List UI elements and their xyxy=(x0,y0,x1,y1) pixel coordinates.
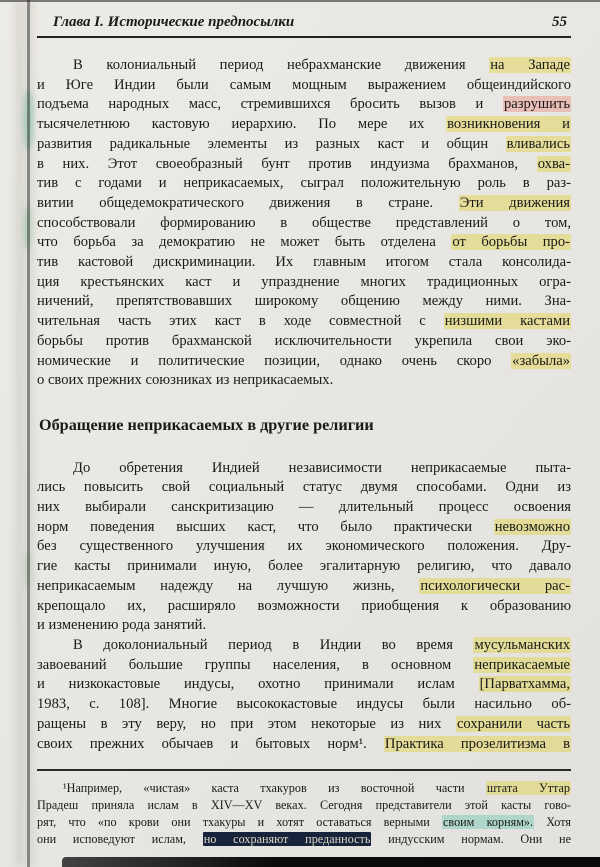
text-segment: развития радикальные элементы из разных каст и общин xyxy=(37,135,506,152)
body-text xyxy=(37,56,571,754)
header-rule xyxy=(37,36,571,38)
text-segment: лись повысить свой социальный статус двумя способами. Одни из xyxy=(37,479,571,496)
text-line xyxy=(37,332,571,352)
text-line xyxy=(37,174,571,194)
text-line xyxy=(37,214,571,234)
text-segment: чительная часть этих каст в ходе совместной с xyxy=(37,313,444,330)
page-number: 55 xyxy=(552,14,567,30)
highlighted-text: от борьбы про- xyxy=(452,234,571,251)
text-segment: Хотя xyxy=(534,814,571,829)
text-line xyxy=(37,636,571,656)
text-line xyxy=(37,715,571,735)
text-segment: крепощало их, расширяло возможности приобщения к образованию xyxy=(37,597,571,614)
text-line xyxy=(37,233,571,253)
paragraph xyxy=(37,56,571,391)
text-line xyxy=(37,253,571,273)
highlighted-text: своим корням». xyxy=(442,814,534,829)
text-segment: них выбирали санскритизацию — длительный процесс освоения xyxy=(37,499,571,516)
text-line xyxy=(37,292,571,312)
text-segment: В колониальный период небрахманские движения xyxy=(73,57,490,73)
text-segment: о своих прежних союзниках из неприкасаемых. xyxy=(37,372,334,389)
text-segment: индусским нормам. Они не xyxy=(371,831,571,846)
text-segment: гие касты принимали иную, более эгалитарную религию, что давало xyxy=(37,558,571,575)
text-line xyxy=(37,194,571,214)
text-line xyxy=(37,371,571,391)
scan-gutter-shadow xyxy=(27,0,30,867)
text-segment: тив кастовой дискриминации. Их главным итогом стала консолида- xyxy=(37,254,571,271)
text-segment: борьбы против брахманской исключительности укрепила свои эко- xyxy=(37,332,571,349)
text-segment: способствовали формированию в обществе представлений о том, xyxy=(37,214,571,231)
highlighted-text: Практика прозелитизма в xyxy=(384,735,570,752)
text-line xyxy=(37,557,571,577)
highlighted-text: охва- xyxy=(537,155,570,172)
highlighted-text: Эти движения xyxy=(459,194,570,211)
text-line xyxy=(37,616,571,636)
running-header xyxy=(37,10,571,36)
chapter-title: Глава I. Исторические предпосылки xyxy=(53,14,295,30)
highlighted-text: сохранили часть xyxy=(456,715,570,732)
text-segment: подъема народных масс, стремившихся бросить вызов и xyxy=(37,96,503,113)
text-line xyxy=(37,155,571,175)
footnote-line xyxy=(37,797,571,814)
text-segment: и Юге Индии были самым мощным выражением общеиндийского xyxy=(37,76,571,93)
text-segment: своих прежних обычаев и бытовых норм¹. xyxy=(37,735,384,752)
text-segment: ¹Например, «чистая» каста тхакуров из восточной части xyxy=(63,780,486,795)
text-segment: тив с годами и неприкасаемых, сыграл положительную роль в раз- xyxy=(37,175,571,192)
text-line xyxy=(37,273,571,293)
text-line xyxy=(37,498,571,518)
text-line xyxy=(37,577,571,597)
paragraph xyxy=(37,636,571,754)
highlighted-text: невозможно xyxy=(494,518,570,535)
text-segment: без существенного улучшения их экономического положения. Дру- xyxy=(37,538,571,555)
text-segment: ция крестьянских каст и упразднение многих традиционных огра- xyxy=(37,273,571,290)
footnote-line xyxy=(37,831,571,848)
text-segment: В доколониальный период в Индии во время xyxy=(73,636,474,653)
text-segment: ращены в эту веру, но при этом некоторые из них xyxy=(37,715,456,732)
highlighted-text: низшими кастами xyxy=(444,313,570,330)
paragraph xyxy=(37,459,571,636)
text-segment: в них. Этот своеобразный бунт против индуизма брахманов, xyxy=(37,155,537,172)
text-line xyxy=(37,597,571,617)
text-segment: они исповедуют ислам, xyxy=(37,831,203,846)
footnote xyxy=(37,780,571,848)
highlighted-text: но сохраняют преданность xyxy=(203,831,371,846)
page-content xyxy=(37,10,571,848)
section-heading: Обращение неприкасаемых в другие религии xyxy=(39,415,374,434)
highlighted-text: разрушить xyxy=(503,96,570,113)
text-line xyxy=(37,95,571,115)
text-line xyxy=(37,352,571,372)
text-line xyxy=(37,478,571,498)
text-segment: ничений, препятствовавших широкому общению между ними. Зна- xyxy=(37,293,571,310)
highlighted-text: [Парватхамма, xyxy=(479,676,570,693)
highlighted-text: штата Уттар xyxy=(486,780,570,795)
text-segment: и низкокастовые индусы, охотно принимали ислам xyxy=(37,676,479,693)
text-line xyxy=(37,312,571,332)
highlighted-text: на Западе xyxy=(490,57,570,73)
text-line xyxy=(37,135,571,155)
text-segment: витии общедемократического движения в стране. xyxy=(37,194,459,211)
highlighted-text: возникновения и xyxy=(447,116,570,133)
text-segment: 1983, с. 108]. Многие высококастовые индусы были насильно об- xyxy=(37,696,571,713)
text-segment: что борьба за демократию не может быть отделена xyxy=(37,234,452,251)
text-segment: номические и политические позиции, однако очень скоро xyxy=(37,352,512,369)
text-segment: завоеваний большие группы населения, в основном xyxy=(37,656,474,673)
text-segment: тысячелетнюю кастовую иерархию. По мере их xyxy=(37,116,447,133)
text-line xyxy=(37,56,571,76)
footnote-rule xyxy=(37,769,571,771)
highlighted-text: мусульманских xyxy=(474,636,570,653)
text-line xyxy=(37,115,571,135)
text-line xyxy=(37,675,571,695)
highlighted-text: психологически рас- xyxy=(420,577,570,594)
text-line xyxy=(37,518,571,538)
text-segment: рят, что «по крови они тхакуры и хотят оставаться верными xyxy=(37,814,442,829)
text-segment: норм поведения высших каст, что было практически xyxy=(37,518,494,535)
text-line xyxy=(37,695,571,715)
text-segment: и изменению рода занятий. xyxy=(37,617,207,634)
text-line xyxy=(37,459,571,479)
text-line xyxy=(37,735,571,755)
footnote-line xyxy=(37,780,571,797)
text-segment: До обретения Индией независимости неприкасаемые пыта- xyxy=(73,459,571,476)
highlighted-text: вливались xyxy=(506,135,570,152)
scan-edge-top xyxy=(0,0,600,2)
text-segment: неприкасаемым надежду на лучшую жизнь, xyxy=(37,577,420,594)
highlighted-text: неприкасаемые xyxy=(474,656,570,673)
text-line xyxy=(37,76,571,96)
text-segment: Прадеш приняла ислам в XIV—XV веках. Сегодня представители этой касты гово- xyxy=(37,797,571,812)
scan-edge-bottom xyxy=(62,857,600,867)
text-line xyxy=(37,537,571,557)
text-line xyxy=(37,656,571,676)
footnote-line xyxy=(37,814,571,831)
highlighted-text: «забыла» xyxy=(512,352,570,369)
